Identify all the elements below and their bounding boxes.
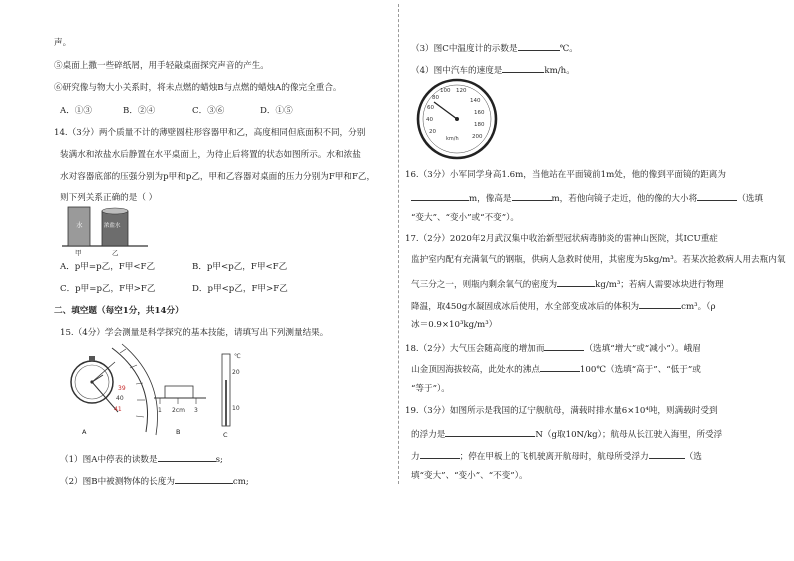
q19-text-c: 力 bbox=[411, 452, 420, 462]
q14-option-d: D．p甲<p乙，F甲>F乙 bbox=[192, 284, 288, 294]
stopwatch-figure bbox=[71, 344, 158, 436]
q14-stem-line4: 则下列关系正确的是（ ） bbox=[60, 193, 158, 203]
stopwatch-40: 40 bbox=[116, 395, 124, 402]
q14-water-label: 水 bbox=[76, 221, 83, 229]
q15-stem: 15.（4分）学会测量是科学探究的基本技能，请填写出下列测量结果。 bbox=[60, 328, 329, 338]
q13-option-d: D．①⑤ bbox=[260, 106, 293, 116]
q17-line3 bbox=[411, 277, 723, 291]
q17-text-d: cm³。（ρ bbox=[681, 302, 716, 312]
speedometer-figure bbox=[416, 78, 498, 160]
q15-sub2-unit: cm; bbox=[232, 477, 249, 487]
stopwatch-39: 39 bbox=[118, 385, 126, 392]
q15-sub4-text: （4）图中汽车的速度是 bbox=[411, 66, 503, 76]
q14-figure bbox=[60, 203, 150, 258]
gauge-200: 200 bbox=[472, 134, 483, 140]
q18-text-d: 100℃（选填“高于”、“低于”或 bbox=[579, 365, 701, 375]
q15-sub4 bbox=[411, 63, 575, 77]
q16-text-d: （选填 bbox=[737, 194, 763, 204]
q15-sub1-unit: s; bbox=[215, 455, 223, 465]
q15-sub2-blank[interactable] bbox=[175, 474, 233, 484]
q13-option-c: C．③⑥ bbox=[192, 106, 225, 116]
q16-blank3[interactable] bbox=[697, 191, 737, 201]
q18-text-b: （选填“增大”或“减小”）。峨眉 bbox=[584, 344, 701, 354]
q19-line3 bbox=[411, 449, 702, 463]
q15-sub1-text: （1）图A中停表的读数是 bbox=[60, 455, 158, 465]
gauge-120: 120 bbox=[456, 88, 467, 94]
thermometer-20: 20 bbox=[232, 369, 240, 376]
fig-a-label: A bbox=[82, 428, 87, 436]
section-2-heading: 二、填空题（每空1分，共14分） bbox=[54, 306, 184, 316]
q19-text-b: N（g取10N/kg）；航母从长江驶入海里，所受浮 bbox=[535, 430, 723, 440]
q19-text-d: ；停在甲板上的飞机驶离开航母时，航母所受浮力 bbox=[459, 452, 649, 462]
gauge-40: 40 bbox=[426, 117, 433, 123]
q17-line5: 冰＝0.9×10³kg/m³） bbox=[411, 320, 498, 330]
q17-text-a: 气三分之一，则瓶内剩余氧气的密度为 bbox=[411, 280, 558, 290]
q18-line3: “等于”）。 bbox=[411, 384, 450, 394]
q18-text-c: 山金顶因海拔较高，此处水的沸点 bbox=[411, 365, 540, 375]
gauge-unit: km/h bbox=[446, 136, 459, 142]
q13-option-a: A．①③ bbox=[60, 106, 92, 116]
q18-text-a: 18.（2分）大气压会随高度的增加而 bbox=[405, 344, 545, 354]
q14-stem-line2: 装满水和浓盐水后静置在水平桌面上，为待止后将置的状态如图所示。水和浓盐 bbox=[60, 150, 361, 160]
q16-line1: 16.（3分）小军同学身高1.6m，当他站在平面镜前1m处，他的像到平面镜的距离为 bbox=[405, 170, 726, 180]
q15-sub3-text: （3）图C中温度计的示数是 bbox=[411, 44, 518, 54]
thermometer-unit: ℃ bbox=[234, 353, 241, 360]
q15-sub3-unit: ℃。 bbox=[559, 44, 578, 54]
thermometer-figure bbox=[222, 353, 241, 439]
ruler-2: 2cm bbox=[172, 407, 185, 414]
q18-blank2[interactable] bbox=[540, 362, 580, 372]
q17-line4 bbox=[411, 299, 716, 313]
q18-line1 bbox=[405, 341, 701, 355]
q18-blank1[interactable] bbox=[544, 341, 584, 351]
q15-sub4-unit: km/h。 bbox=[544, 66, 575, 76]
fig-b-label: B bbox=[176, 428, 181, 436]
q19-blank1[interactable] bbox=[445, 427, 535, 437]
q14-stem-line1: 14.（3分）两个质量不计的薄壁圆柱形容器甲和乙，高度相同但底面积不同，分别 bbox=[54, 128, 366, 138]
q14-option-c: C．p甲=p乙，F甲>F乙 bbox=[60, 284, 156, 294]
q17-line2: 监护室内配有充满氧气的钢瓶，供病人急救时使用，其密度为5kg/m³。若某次抢救病人用去瓶内氧 bbox=[411, 255, 786, 265]
gauge-140: 140 bbox=[470, 98, 481, 104]
q19-line4: 填“变大”、“变小”、“不变”）。 bbox=[411, 471, 528, 481]
q15-sub2-text: （2）图B中被测物体的长度为 bbox=[60, 477, 175, 487]
q16-text-b: m，像高是 bbox=[469, 194, 512, 204]
ruler-figure bbox=[154, 386, 206, 436]
column-divider bbox=[398, 4, 399, 484]
q19-line2 bbox=[411, 427, 722, 441]
q17-text-c: 降温，取450g水凝固成冰后使用，水全部变成冰后的体积为 bbox=[411, 302, 640, 312]
thermometer-10: 10 bbox=[232, 405, 240, 412]
q15-sub1-blank[interactable] bbox=[158, 452, 216, 462]
q14-option-a: A．p甲=p乙，F甲<F乙 bbox=[60, 262, 156, 272]
gauge-80: 80 bbox=[432, 95, 439, 101]
fig-c-label: C bbox=[223, 431, 228, 439]
q13-item6: ⑥研究像与物大小关系时，将未点燃的蜡烛B与点燃的蜡烛A的像完全重合。 bbox=[54, 83, 342, 93]
ruler-3: 3 bbox=[194, 407, 198, 414]
q16-blank1[interactable] bbox=[411, 191, 469, 201]
gauge-100: 100 bbox=[440, 88, 451, 94]
q15-sub3-blank[interactable] bbox=[518, 41, 560, 51]
q15-sub2 bbox=[60, 474, 249, 488]
q14-option-b: B．p甲<p乙，F甲<F乙 bbox=[192, 262, 288, 272]
q19-text-e: （选 bbox=[684, 452, 702, 462]
q13-tail-line1: 声。 bbox=[54, 38, 72, 48]
gauge-20: 20 bbox=[429, 129, 436, 135]
q14-yi-label: 乙 bbox=[112, 249, 119, 257]
q15-figure bbox=[70, 340, 250, 443]
gauge-60: 60 bbox=[427, 105, 434, 111]
q17-blank1[interactable] bbox=[557, 277, 595, 287]
q19-blank2[interactable] bbox=[420, 449, 460, 459]
q13-item5: ⑤桌面上撒一些碎纸屑，用手轻敲桌面探究声音的产生。 bbox=[54, 61, 269, 71]
q17-line1: 17.（2分）2020年2月武汉集中收治新型冠状病毒肺炎的雷神山医院，其ICU重症 bbox=[405, 234, 718, 244]
q19-text-a: 的浮力是 bbox=[411, 430, 446, 440]
q14-jia-label: 甲 bbox=[75, 249, 82, 257]
q16-blank2[interactable] bbox=[512, 191, 552, 201]
q16-line3: “变大”、“变小”或“不变”）。 bbox=[411, 213, 519, 223]
q14-brine-label: 浓盐水 bbox=[104, 223, 121, 229]
q15-sub4-blank[interactable] bbox=[502, 63, 544, 73]
gauge-180: 180 bbox=[474, 122, 485, 128]
q17-text-b: kg/m³；若病人需要冰块进行物理 bbox=[595, 280, 724, 290]
q19-blank3[interactable] bbox=[649, 449, 685, 459]
q19-line1: 19.（3分）如图所示是我国的辽宁舰航母，满载时排水量6×10⁴吨，则满载时受到 bbox=[405, 406, 718, 416]
q16-text-c: m，若他向镜子走近，他的像的大小将 bbox=[551, 194, 698, 204]
q18-line2 bbox=[411, 362, 701, 376]
q14-stem-line3: 水对容器底部的压强分别为p甲和p乙，甲和乙容器对桌面的压力分别为F甲和F乙， bbox=[60, 172, 376, 182]
q15-sub1 bbox=[60, 452, 223, 466]
q15-sub3 bbox=[411, 41, 578, 55]
q16-line2 bbox=[411, 191, 763, 205]
gauge-160: 160 bbox=[474, 110, 485, 116]
ruler-1: 1 bbox=[158, 407, 162, 414]
stopwatch-41: 41 bbox=[114, 406, 122, 413]
q13-option-b: B．②④ bbox=[123, 106, 156, 116]
q17-blank2[interactable] bbox=[639, 299, 681, 309]
